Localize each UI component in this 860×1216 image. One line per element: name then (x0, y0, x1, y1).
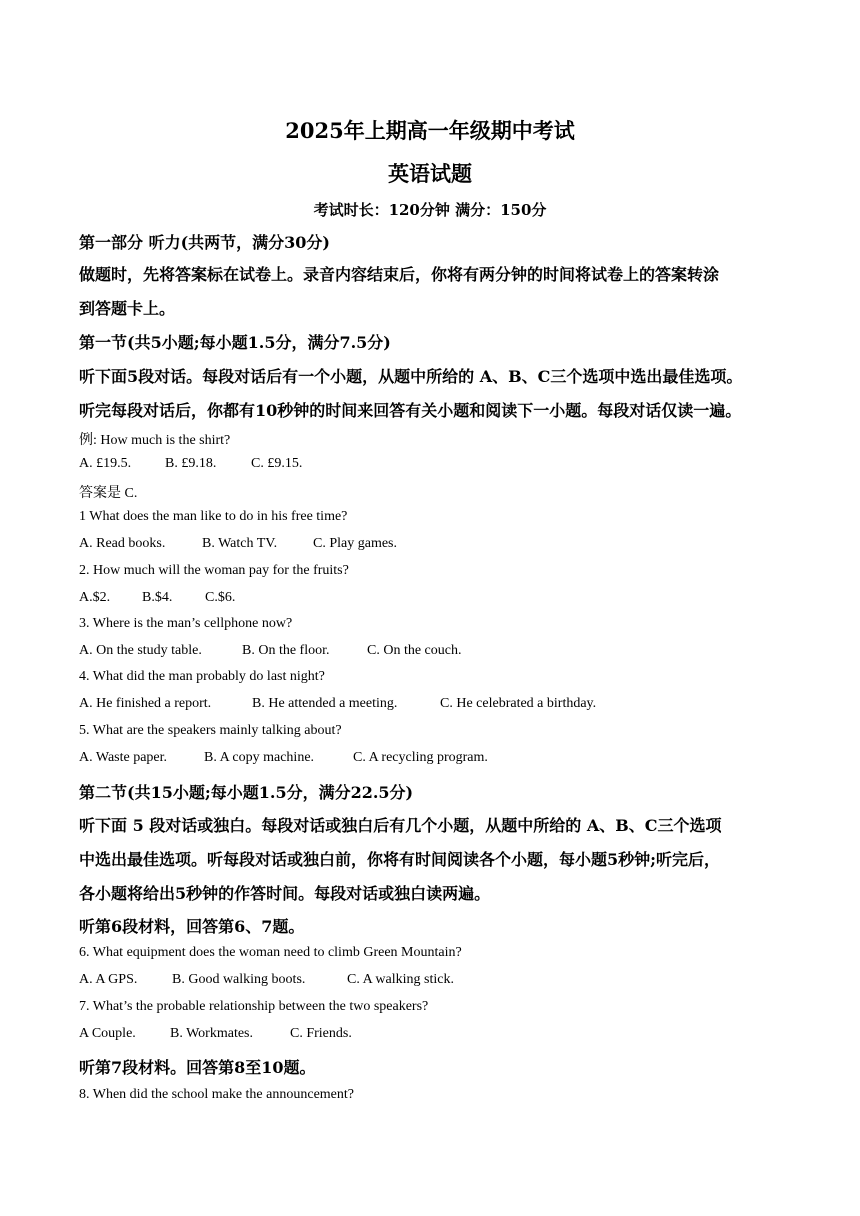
option-a: A. He finished a report. (79, 696, 212, 711)
option-a: A. £19.5. (79, 456, 132, 471)
question-7-options (79, 1026, 352, 1042)
option-b: B. Good walking boots. (172, 972, 306, 987)
option-c: C. On the couch. (367, 643, 462, 658)
example-answer: 答案是 C. (79, 486, 138, 501)
option-b: B. On the floor. (242, 643, 330, 658)
option-c: C. Play games. (313, 536, 397, 551)
question-5: 5. What are the speakers mainly talking about? (79, 723, 342, 738)
section2-instruction: 听下面 5 段对话或独白。每段对话或独白后有几个小题，从题中所给的 A、B、C三个选项 (79, 816, 722, 835)
option-c: C. £9.15. (251, 456, 303, 471)
question-1: 1 What does the man like to do in his free time? (79, 509, 348, 524)
section1-instruction: 听完每段对话后，你都有10秒钟的时间来回答有关小题和阅读下一小题。每段对话仅读一遍。 (79, 401, 742, 420)
option-b: B. Workmates. (170, 1026, 253, 1041)
section2-instruction: 中选出最佳选项。听每段对话或独白前，你将有时间阅读各个小题，每小题5秒钟;听完后， (79, 850, 721, 869)
example-options (79, 456, 302, 472)
example-question: 例: How much is the shirt? (79, 433, 231, 448)
question-1-options (79, 536, 397, 552)
question-5-options (79, 750, 488, 766)
question-7: 7. What’s the probable relationship between the two speakers? (79, 999, 429, 1014)
option-a: A. Waste paper. (79, 750, 168, 765)
option-b: B.$4. (142, 590, 173, 605)
option-c: C. A recycling program. (353, 750, 488, 765)
option-c: C. He celebrated a birthday. (440, 696, 597, 711)
option-c: C. A walking stick. (347, 972, 454, 987)
option-c: C. Friends. (290, 1026, 352, 1041)
exam-info: 考试时长：120分钟 满分：150分 (313, 201, 547, 219)
part1-instruction: 做题时，先将答案标在试卷上。录音内容结束后，你将有两分钟的时间将试卷上的答案转涂 (79, 265, 720, 284)
option-a: A. A GPS. (79, 972, 138, 987)
option-b: B. £9.18. (165, 456, 217, 471)
exam-title: 2025年上期高一年级期中考试 (285, 118, 575, 143)
question-4: 4. What did the man probably do last night? (79, 669, 325, 684)
section1-heading: 第一节(共5小题;每小题1.5分，满分7.5分) (79, 333, 391, 352)
question-3-options (79, 643, 461, 659)
option-a: A Couple. (79, 1026, 136, 1041)
material-6-heading: 听第6段材料，回答第6、7题。 (79, 917, 305, 936)
option-b: B. He attended a meeting. (252, 696, 398, 711)
part1-heading: 第一部分 听力(共两节，满分30分) (79, 233, 330, 252)
question-2-options (79, 590, 235, 606)
exam-subject: 英语试题 (388, 161, 472, 186)
question-6-options (79, 972, 454, 988)
question-3: 3. Where is the man’s cellphone now? (79, 616, 293, 631)
question-2: 2. How much will the woman pay for the fruits? (79, 563, 349, 578)
option-a: A.$2. (79, 590, 111, 605)
section1-instruction: 听下面5段对话。每段对话后有一个小题，从题中所给的 A、B、C三个选项中选出最佳选项。 (79, 367, 743, 386)
option-c: C.$6. (205, 590, 236, 605)
option-a: A. On the study table. (79, 643, 202, 658)
material-7-heading: 听第7段材料。回答第8至10题。 (79, 1058, 316, 1077)
question-8: 8. When did the school make the announcement? (79, 1087, 354, 1102)
option-b: B. Watch TV. (202, 536, 278, 551)
section2-heading: 第二节(共15小题;每小题1.5分，满分22.5分) (79, 783, 414, 802)
question-6: 6. What equipment does the woman need to climb Green Mountain? (79, 945, 462, 960)
question-4-options (79, 696, 596, 712)
section2-instruction: 各小题将给出5秒钟的作答时间。每段对话或独白读两遍。 (79, 884, 491, 903)
part1-instruction: 到答题卡上。 (79, 299, 176, 318)
option-a: A. Read books. (79, 536, 166, 551)
option-b: B. A copy machine. (204, 750, 315, 765)
